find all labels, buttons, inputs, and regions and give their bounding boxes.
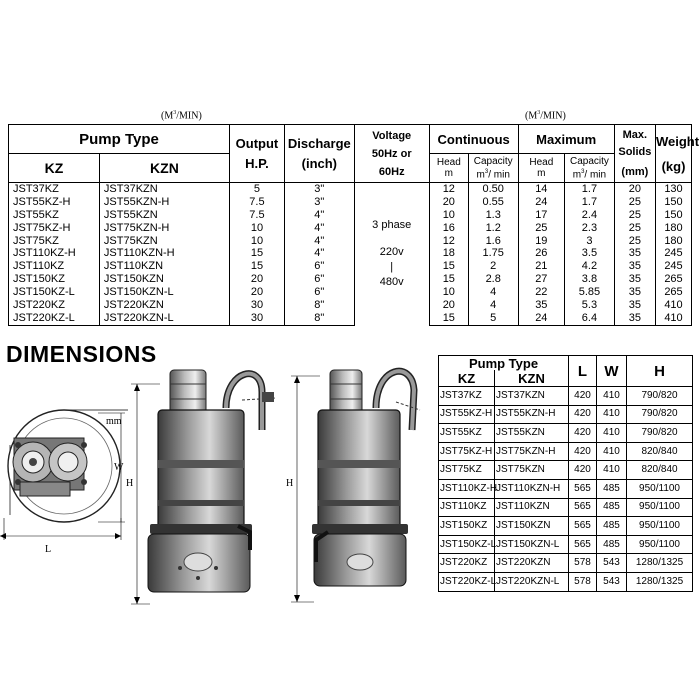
kzn-model: JST110KZN [99, 260, 229, 273]
kzn-model: JST75KZN-H [495, 442, 569, 461]
max-capacity: 2.4 [565, 209, 615, 222]
cont-head: 15 [429, 260, 468, 273]
kz-model: JST75KZ-H [439, 442, 495, 461]
cont-capacity: 1.3 [468, 209, 518, 222]
header-maximum: Maximum [518, 125, 614, 154]
max-capacity: 3 [565, 235, 615, 248]
kz-model: JST55KZ-H [9, 196, 100, 209]
max-solids: 35 [614, 260, 655, 273]
output-hp: 10 [229, 222, 284, 235]
pump-spec-table [8, 124, 700, 326]
dim-w: 485 [597, 498, 627, 517]
cont-capacity: 1.6 [468, 235, 518, 248]
spec-row [9, 247, 692, 260]
cont-head: 12 [429, 183, 468, 196]
output-hp: 30 [229, 312, 284, 325]
label-mm: mm [106, 416, 122, 427]
discharge-inch: 8" [284, 299, 354, 312]
kzn-model: JST220KZN-L [99, 312, 229, 325]
kzn-model: JST220KZN-L [495, 572, 569, 591]
cont-capacity: 0.55 [468, 196, 518, 209]
dimension-row [439, 479, 693, 498]
weight: 265 [655, 273, 691, 286]
kz-model: JST75KZ [439, 461, 495, 480]
discharge-inch: 4" [284, 209, 354, 222]
dimensions-table [438, 355, 693, 592]
cont-head: 15 [429, 273, 468, 286]
dim-l: 420 [569, 442, 597, 461]
max-solids: 35 [614, 312, 655, 325]
kzn-model: JST150KZN-L [99, 286, 229, 299]
header-max-solids: Max. Solids (mm) [614, 125, 655, 183]
max-capacity: 1.7 [565, 196, 615, 209]
discharge-inch: 6" [284, 286, 354, 299]
output-hp: 20 [229, 273, 284, 286]
weight: 150 [655, 196, 691, 209]
dim-header-kz: KZ [439, 370, 495, 387]
cont-capacity: 4 [468, 299, 518, 312]
dim-header-h: H [627, 356, 693, 387]
header-voltage: Voltage 50Hz or 60Hz [354, 125, 429, 183]
kz-model: JST220KZ-L [439, 572, 495, 591]
output-hp: 30 [229, 299, 284, 312]
max-head: 24 [518, 196, 565, 209]
dim-l: 420 [569, 405, 597, 424]
dim-l: 565 [569, 498, 597, 517]
kzn-model: JST220KZN [495, 554, 569, 573]
header-cont-capacity: Capacity $m^3/$ min [468, 154, 518, 183]
kzn-model: JST37KZN [99, 183, 229, 196]
cont-capacity: 4 [468, 286, 518, 299]
unit-label-right: $(M^3/MIN)$ [525, 110, 566, 122]
label-h-right: H [286, 478, 294, 489]
kz-model: JST55KZ-H [439, 405, 495, 424]
cont-capacity: 5 [468, 312, 518, 325]
discharge-inch: 3" [284, 183, 354, 196]
label-l: L [45, 544, 52, 555]
kzn-model: JST150KZN [99, 273, 229, 286]
kzn-model: JST220KZN [99, 299, 229, 312]
dim-h: 820/840 [627, 461, 693, 480]
weight: 410 [655, 312, 691, 325]
kz-model: JST220KZ-L [9, 312, 100, 325]
weight: 180 [655, 235, 691, 248]
kzn-model: JST150KZN [495, 517, 569, 536]
weight: 130 [655, 183, 691, 196]
dim-w: 410 [597, 405, 627, 424]
dim-w: 485 [597, 535, 627, 554]
max-solids: 25 [614, 209, 655, 222]
dim-h: 950/1100 [627, 498, 693, 517]
output-hp: 5 [229, 183, 284, 196]
spec-row [9, 235, 692, 248]
spec-row [9, 286, 692, 299]
kzn-model: JST110KZN-H [99, 247, 229, 260]
spec-row [9, 273, 692, 286]
kz-model: JST150KZ [9, 273, 100, 286]
dim-h: 790/820 [627, 424, 693, 443]
dim-header-pump-type: Pump Type [439, 356, 569, 371]
dim-w: 410 [597, 461, 627, 480]
kzn-model: JST55KZN [495, 424, 569, 443]
dimension-row [439, 572, 693, 591]
spec-row [9, 222, 692, 235]
max-capacity: 1.7 [565, 183, 615, 196]
dim-h: 950/1100 [627, 479, 693, 498]
cont-capacity: 1.75 [468, 247, 518, 260]
cont-head: 10 [429, 209, 468, 222]
kz-model: JST110KZ-H [439, 479, 495, 498]
kzn-model: JST55KZN-H [99, 196, 229, 209]
dim-header-w: W [597, 356, 627, 387]
max-head: 19 [518, 235, 565, 248]
output-hp: 7.5 [229, 209, 284, 222]
output-hp: 15 [229, 260, 284, 273]
dim-header-l: L [569, 356, 597, 387]
dimension-row [439, 442, 693, 461]
discharge-inch: 6" [284, 273, 354, 286]
dim-h: 790/820 [627, 387, 693, 406]
max-head: 14 [518, 183, 565, 196]
dim-h: 790/820 [627, 405, 693, 424]
kz-model: JST150KZ-L [439, 535, 495, 554]
dim-h: 1280/1325 [627, 554, 693, 573]
dim-l: 578 [569, 554, 597, 573]
voltage-v1: 220v [379, 246, 404, 259]
pump-side-view-left [131, 370, 276, 604]
max-solids: 35 [614, 247, 655, 260]
discharge-inch: 4" [284, 235, 354, 248]
dimensions-title: DIMENSIONS [6, 341, 157, 367]
dim-l: 420 [569, 387, 597, 406]
cont-head: 18 [429, 247, 468, 260]
dimension-row [439, 461, 693, 480]
header-pump-type: Pump Type [9, 125, 230, 154]
max-solids: 25 [614, 196, 655, 209]
discharge-inch: 8" [284, 312, 354, 325]
cont-capacity: 2.8 [468, 273, 518, 286]
kz-model: JST110KZ-H [9, 247, 100, 260]
discharge-inch: 3" [284, 196, 354, 209]
output-hp: 7.5 [229, 196, 284, 209]
cont-capacity: 2 [468, 260, 518, 273]
max-capacity: 6.4 [565, 312, 615, 325]
header-continuous: Continuous [429, 125, 518, 154]
cont-capacity: 0.50 [468, 183, 518, 196]
max-head: 35 [518, 299, 565, 312]
unit-label-left: $(M^3/MIN)$ [161, 110, 202, 122]
output-hp: 20 [229, 286, 284, 299]
header-max-capacity: Capacity $m^3/$ min [565, 154, 615, 183]
dimension-row [439, 387, 693, 406]
dim-w: 543 [597, 554, 627, 573]
max-head: 24 [518, 312, 565, 325]
max-capacity: 3.8 [565, 273, 615, 286]
max-head: 22 [518, 286, 565, 299]
max-capacity: 5.3 [565, 299, 615, 312]
spec-row [9, 260, 692, 273]
kz-model: JST220KZ [9, 299, 100, 312]
dim-l: 565 [569, 517, 597, 536]
spec-row [9, 183, 692, 196]
weight: 410 [655, 299, 691, 312]
dimension-row [439, 554, 693, 573]
kz-model: JST110KZ [9, 260, 100, 273]
kzn-model: JST37KZN [495, 387, 569, 406]
kzn-model: JST75KZN [495, 461, 569, 480]
discharge-inch: 4" [284, 247, 354, 260]
dim-h: 1280/1325 [627, 572, 693, 591]
weight: 245 [655, 260, 691, 273]
dim-w: 410 [597, 442, 627, 461]
header-max-head: Head m [518, 154, 565, 183]
max-solids: 35 [614, 286, 655, 299]
kz-model: JST75KZ-H [9, 222, 100, 235]
dim-w: 485 [597, 479, 627, 498]
pump-drawings [0, 300, 440, 700]
cont-head: 20 [429, 299, 468, 312]
weight: 265 [655, 286, 691, 299]
header-output: Output H.P. [229, 125, 284, 183]
max-capacity: 4.2 [565, 260, 615, 273]
max-head: 27 [518, 273, 565, 286]
max-solids: 25 [614, 235, 655, 248]
discharge-inch: 6" [284, 260, 354, 273]
max-capacity: 2.3 [565, 222, 615, 235]
spec-row [9, 209, 692, 222]
kzn-model: JST150KZN-L [495, 535, 569, 554]
dim-w: 410 [597, 387, 627, 406]
dim-h: 820/840 [627, 442, 693, 461]
header-cont-head: Head m [429, 154, 468, 183]
dim-h: 950/1100 [627, 535, 693, 554]
header-kzn: KZN [99, 154, 229, 183]
output-hp: 10 [229, 235, 284, 248]
cont-head: 15 [429, 312, 468, 325]
weight: 180 [655, 222, 691, 235]
cont-head: 16 [429, 222, 468, 235]
kz-model: JST75KZ [9, 235, 100, 248]
dim-l: 420 [569, 424, 597, 443]
dimension-row [439, 535, 693, 554]
kz-model: JST110KZ [439, 498, 495, 517]
cont-head: 20 [429, 196, 468, 209]
kz-model: JST150KZ-L [9, 286, 100, 299]
dimension-row [439, 424, 693, 443]
label-w: W [114, 462, 124, 473]
voltage-phase: 3 phase [372, 219, 412, 232]
spec-row [9, 196, 692, 209]
max-head: 26 [518, 247, 565, 260]
dim-h: 950/1100 [627, 517, 693, 536]
max-solids: 20 [614, 183, 655, 196]
weight: 150 [655, 209, 691, 222]
dim-l: 565 [569, 479, 597, 498]
dim-w: 543 [597, 572, 627, 591]
kzn-model: JST110KZN [495, 498, 569, 517]
header-discharge: Discharge (inch) [284, 125, 354, 183]
max-solids: 35 [614, 299, 655, 312]
max-head: 21 [518, 260, 565, 273]
voltage-v2: 480v [379, 276, 404, 289]
cont-head: 12 [429, 235, 468, 248]
dim-w: 410 [597, 424, 627, 443]
kz-model: JST220KZ [439, 554, 495, 573]
kz-model: JST37KZ [439, 387, 495, 406]
cont-head: 10 [429, 286, 468, 299]
kzn-model: JST110KZN-H [495, 479, 569, 498]
kz-model: JST55KZ [9, 209, 100, 222]
kz-model: JST37KZ [9, 183, 100, 196]
max-head: 17 [518, 209, 565, 222]
header-weight: Weight (kg) [655, 125, 691, 183]
cont-capacity: 1.2 [468, 222, 518, 235]
dimension-row [439, 498, 693, 517]
weight: 245 [655, 247, 691, 260]
max-solids: 25 [614, 222, 655, 235]
dim-w: 485 [597, 517, 627, 536]
kzn-model: JST75KZN [99, 235, 229, 248]
discharge-inch: 4" [284, 222, 354, 235]
max-head: 25 [518, 222, 565, 235]
kzn-model: JST55KZN-H [495, 405, 569, 424]
dimension-row [439, 517, 693, 536]
max-capacity: 3.5 [565, 247, 615, 260]
max-capacity: 5.85 [565, 286, 615, 299]
dim-l: 578 [569, 572, 597, 591]
pump-top-view [0, 410, 128, 540]
kz-model: JST55KZ [439, 424, 495, 443]
dim-l: 565 [569, 535, 597, 554]
kzn-model: JST55KZN [99, 209, 229, 222]
header-kz: KZ [9, 154, 100, 183]
kzn-model: JST75KZN-H [99, 222, 229, 235]
dim-l: 420 [569, 461, 597, 480]
dimension-row [439, 405, 693, 424]
label-h-left: H [126, 478, 134, 489]
pump-side-view-right [291, 370, 420, 602]
kz-model: JST150KZ [439, 517, 495, 536]
voltage-sep: | [390, 261, 394, 274]
output-hp: 15 [229, 247, 284, 260]
dim-header-kzn: KZN [495, 370, 569, 387]
max-solids: 35 [614, 273, 655, 286]
